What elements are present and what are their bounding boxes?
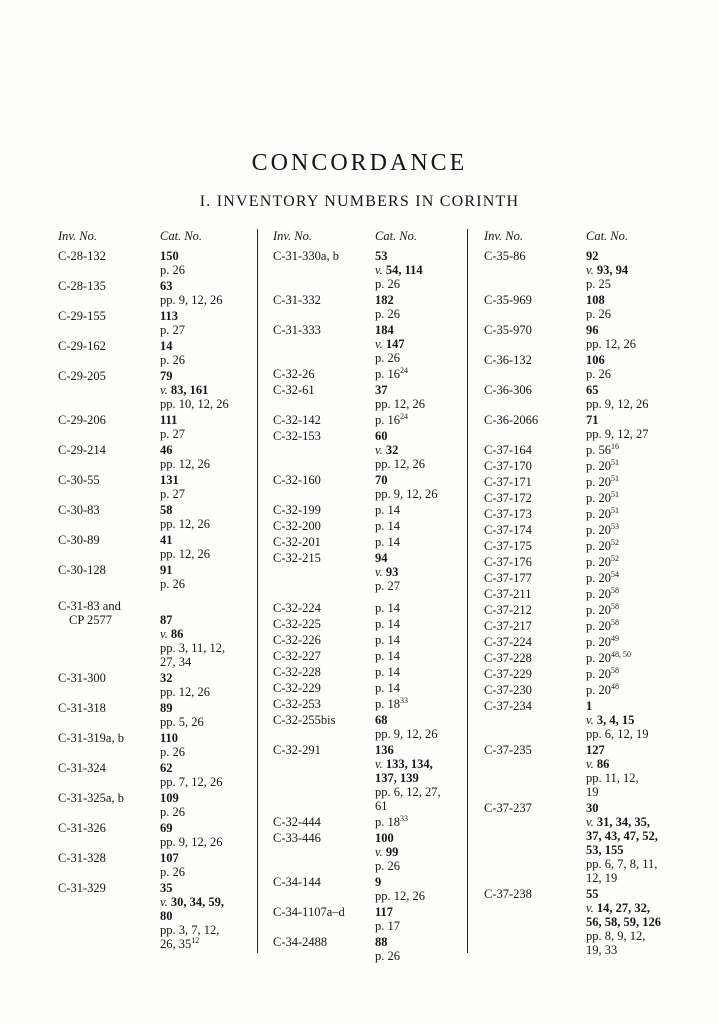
- catalog-refs: 111 p. 27: [160, 413, 185, 441]
- table-row: [58, 249, 257, 277]
- inventory-number: C-37-217: [484, 619, 532, 633]
- catalog-refs: 150 p. 26: [160, 249, 185, 277]
- inventory-number: C-29-162: [58, 339, 106, 353]
- inventory-number: C-32-160: [273, 473, 321, 487]
- catalog-refs: 55 v. 14, 27, 32, 56, 58, 59, 126 pp. 8, 9, 12, 19, 33: [586, 887, 661, 957]
- table-row: [58, 599, 257, 669]
- inv-no-header: Inv. No.: [58, 229, 97, 243]
- catalog-refs: p. $20^{58}$: [586, 665, 619, 681]
- inventory-number: C-30-89: [58, 533, 100, 547]
- table-row: [273, 535, 467, 549]
- catalog-refs: p. $18^{33}$: [375, 695, 408, 711]
- table-row: [273, 875, 467, 903]
- catalog-refs: 70 pp. 9, 12, 26: [375, 473, 438, 501]
- catalog-refs: 79 v. 83, 161 pp. 10, 12, 26: [160, 369, 229, 411]
- inventory-number: C-36-306: [484, 383, 532, 397]
- inventory-number: C-37-171: [484, 475, 532, 489]
- catalog-refs: 41 pp. 12, 26: [160, 533, 210, 561]
- cat-no-header: Cat. No.: [160, 229, 203, 243]
- table-row: [58, 821, 257, 849]
- catalog-refs: 107 p. 26: [160, 851, 185, 879]
- inventory-number: C-32-226: [273, 633, 321, 647]
- catalog-refs: 53 v. 54, 114 p. 26: [375, 249, 423, 291]
- catalog-refs: p. 14: [375, 503, 400, 517]
- inventory-number: C-34-1107a–d: [273, 905, 345, 919]
- catalog-refs: 110 p. 26: [160, 731, 185, 759]
- catalog-refs: 113 p. 27: [160, 309, 185, 337]
- table-row: [273, 293, 467, 321]
- table-row: [273, 935, 467, 963]
- catalog-refs: 30 v. 31, 34, 35, 37, 43, 47, 52, 53, 155 pp. 6, 7, 8, 11, 12, 19: [586, 801, 658, 885]
- inventory-number: C-37-164: [484, 443, 532, 457]
- table-row: [484, 587, 668, 601]
- catalog-refs: 182 p. 26: [375, 293, 400, 321]
- catalog-refs: 68 pp. 9, 12, 26: [375, 713, 438, 741]
- table-column-3: [468, 229, 668, 959]
- inventory-number: C-28-135: [58, 279, 106, 293]
- table-row: [273, 649, 467, 663]
- inventory-number: C-32-153: [273, 429, 321, 443]
- inventory-number: C-32-228: [273, 665, 321, 679]
- catalog-refs: 9 pp. 12, 26: [375, 875, 425, 903]
- column-header: [484, 229, 668, 243]
- concordance-table: [58, 229, 719, 965]
- catalog-refs: 89 pp. 5, 26: [160, 701, 204, 729]
- catalog-refs: p. $20^{51}$: [586, 457, 619, 473]
- inventory-number: C-31-328: [58, 851, 106, 865]
- table-row: [58, 761, 257, 789]
- table-row: [484, 293, 668, 321]
- catalog-refs: p. $20^{52}$: [586, 553, 619, 569]
- table-row: [484, 683, 668, 697]
- table-row: [484, 507, 668, 521]
- inventory-number: C-32-61: [273, 383, 315, 397]
- inventory-number: C-31-83 and CP 2577: [58, 599, 121, 627]
- table-row: [58, 309, 257, 337]
- catalog-refs: p. $20^{58}$: [586, 617, 619, 633]
- catalog-refs: 96 pp. 12, 26: [586, 323, 636, 351]
- inventory-number: C-37-173: [484, 507, 532, 521]
- catalog-refs: p. 14: [375, 535, 400, 549]
- inventory-number: C-32-225: [273, 617, 321, 631]
- catalog-refs: 63 pp. 9, 12, 26: [160, 279, 223, 307]
- inventory-number: C-32-200: [273, 519, 321, 533]
- catalog-refs: 91 p. 26: [160, 563, 185, 591]
- catalog-refs: p. 14: [375, 601, 400, 615]
- catalog-refs: p. 20$^{48, 50}$: [586, 649, 631, 665]
- table-row: [484, 571, 668, 585]
- catalog-refs: 46 pp. 12, 26: [160, 443, 210, 471]
- inventory-number: C-37-228: [484, 651, 532, 665]
- table-row: [58, 671, 257, 699]
- cat-no-header: Cat. No.: [586, 229, 629, 243]
- table-row: [484, 443, 668, 457]
- catalog-refs: 1 v. 3, 4, 15 pp. 6, 12, 19: [586, 699, 649, 741]
- table-row: [484, 249, 668, 291]
- table-row: [273, 249, 467, 291]
- table-row: [273, 665, 467, 679]
- inventory-number: C-31-300: [58, 671, 106, 685]
- table-column-1: [58, 229, 257, 953]
- catalog-refs: p. $20^{54}$: [586, 569, 619, 585]
- catalog-refs: 136 v. 133, 134, 137, 139 pp. 6, 12, 27, 61: [375, 743, 441, 813]
- table-row: [58, 851, 257, 879]
- inventory-number: C-32-201: [273, 535, 321, 549]
- inventory-number: C-30-128: [58, 563, 106, 577]
- table-row: [484, 887, 668, 957]
- catalog-refs: 32 pp. 12, 26: [160, 671, 210, 699]
- inventory-number: C-37-176: [484, 555, 532, 569]
- catalog-refs: 62 pp. 7, 12, 26: [160, 761, 223, 789]
- table-row: [273, 367, 467, 381]
- table-row: [273, 617, 467, 631]
- inventory-number: C-37-177: [484, 571, 532, 585]
- table-column-2: [258, 229, 467, 965]
- inventory-number: C-37-238: [484, 887, 532, 901]
- inventory-number: C-36-2066: [484, 413, 539, 427]
- table-row: [484, 603, 668, 617]
- catalog-refs: 108 p. 26: [586, 293, 611, 321]
- catalog-refs: p. $18^{33}$: [375, 813, 408, 829]
- table-row: [273, 743, 467, 813]
- catalog-refs: 60 v. 32 pp. 12, 26: [375, 429, 425, 471]
- table-row: [484, 635, 668, 649]
- catalog-refs: p. 14: [375, 519, 400, 533]
- catalog-refs: 127 v. 86 pp. 11, 12, 19: [586, 743, 639, 799]
- inventory-number: C-31-333: [273, 323, 321, 337]
- table-row: [58, 339, 257, 367]
- catalog-refs: 92 v. 93, 94 p. 25: [586, 249, 629, 291]
- table-row: [484, 475, 668, 489]
- inventory-number: C-32-255bis: [273, 713, 336, 727]
- inventory-number: C-35-86: [484, 249, 526, 263]
- inventory-number: C-34-2488: [273, 935, 328, 949]
- catalog-refs: p. $16^{24}$: [375, 365, 408, 381]
- inventory-number: C-32-291: [273, 743, 321, 757]
- column-body: [58, 249, 257, 951]
- catalog-refs: 14 p. 26: [160, 339, 185, 367]
- inventory-number: C-29-155: [58, 309, 106, 323]
- inventory-number: C-32-26: [273, 367, 315, 381]
- table-row: [484, 353, 668, 381]
- inventory-number: C-31-329: [58, 881, 106, 895]
- table-row: [58, 563, 257, 591]
- inventory-number: C-36-132: [484, 353, 532, 367]
- inventory-number: C-32-142: [273, 413, 321, 427]
- inventory-number: C-31-324: [58, 761, 106, 775]
- cat-no-header: Cat. No.: [375, 229, 418, 243]
- table-row: [484, 383, 668, 411]
- table-row: [273, 383, 467, 411]
- inventory-number: C-37-230: [484, 683, 532, 697]
- catalog-refs: p. $20^{58}$: [586, 585, 619, 601]
- table-row: [484, 555, 668, 569]
- table-row: [484, 459, 668, 473]
- catalog-refs: 35 v. 30, 34, 59, 80 pp. 3, 7, 12, 26, $35^{12}$: [160, 881, 224, 951]
- table-row: [273, 473, 467, 501]
- catalog-refs: 88 p. 26: [375, 935, 400, 963]
- catalog-refs: p. $20^{53}$: [586, 521, 619, 537]
- table-row: [484, 743, 668, 799]
- inventory-number: C-31-325a, b: [58, 791, 124, 805]
- inventory-number: C-32-227: [273, 649, 321, 663]
- table-row: [273, 831, 467, 873]
- table-row: [273, 413, 467, 427]
- catalog-refs: p. 14: [375, 681, 400, 695]
- column-body: [484, 249, 668, 957]
- table-row: [58, 279, 257, 307]
- table-row: [58, 533, 257, 561]
- catalog-refs: 65 pp. 9, 12, 26: [586, 383, 649, 411]
- catalog-refs: 109 p. 26: [160, 791, 185, 819]
- table-row: [273, 905, 467, 933]
- catalog-refs: 69 pp. 9, 12, 26: [160, 821, 223, 849]
- page-title: CONCORDANCE: [251, 150, 468, 176]
- catalog-refs: p. $16^{24}$: [375, 411, 408, 427]
- inventory-number: C-35-970: [484, 323, 532, 337]
- inventory-number: C-32-253: [273, 697, 321, 711]
- table-row: [58, 881, 257, 951]
- inventory-number: C-37-234: [484, 699, 532, 713]
- table-row: [484, 539, 668, 553]
- catalog-refs: 100 v. 99 p. 26: [375, 831, 400, 873]
- table-row: [484, 651, 668, 665]
- table-row: [273, 713, 467, 741]
- table-row: [58, 443, 257, 471]
- catalog-refs: p. $20^{51}$: [586, 489, 619, 505]
- catalog-refs: p. $20^{52}$: [586, 537, 619, 553]
- table-row: [484, 491, 668, 505]
- catalog-refs: p. 14: [375, 649, 400, 663]
- table-row: [58, 413, 257, 441]
- inventory-number: C-32-215: [273, 551, 321, 565]
- column-header: [58, 229, 257, 243]
- table-row: [58, 369, 257, 411]
- catalog-refs: p. $56^{16}$: [586, 441, 619, 457]
- column-header: [273, 229, 467, 243]
- inventory-number: C-37-170: [484, 459, 532, 473]
- table-row: [58, 791, 257, 819]
- table-row: [484, 699, 668, 741]
- catalog-refs: 71 pp. 9, 12, 27: [586, 413, 649, 441]
- table-row: [273, 551, 467, 593]
- catalog-refs: p. $20^{51}$: [586, 473, 619, 489]
- table-row: [58, 731, 257, 759]
- catalog-refs: 117 p. 17: [375, 905, 400, 933]
- inventory-number: C-32-199: [273, 503, 321, 517]
- column-body: [273, 249, 467, 963]
- table-row: [273, 323, 467, 365]
- catalog-refs: p. $20^{49}$: [586, 633, 619, 649]
- table-row: [484, 323, 668, 351]
- section-title: I. INVENTORY NUMBERS IN CORINTH: [199, 193, 520, 210]
- inventory-number: C-31-330a, b: [273, 249, 339, 263]
- table-row: [273, 697, 467, 711]
- inventory-number: C-28-132: [58, 249, 106, 263]
- inventory-number: C-35-969: [484, 293, 532, 307]
- table-row: [273, 503, 467, 517]
- inventory-number: C-31-326: [58, 821, 106, 835]
- catalog-refs: p. 14: [375, 633, 400, 647]
- inventory-number: C-32-224: [273, 601, 321, 615]
- catalog-refs: p. $20^{58}$: [586, 601, 619, 617]
- catalog-refs: 131 p. 27: [160, 473, 185, 501]
- table-row: [58, 503, 257, 531]
- catalog-refs: 87 v. 86 pp. 3, 11, 12, 27, 34: [160, 613, 226, 669]
- catalog-refs: 58 pp. 12, 26: [160, 503, 210, 531]
- table-row: [484, 801, 668, 885]
- table-row: [58, 701, 257, 729]
- table-row: [58, 473, 257, 501]
- inventory-number: C-37-212: [484, 603, 532, 617]
- table-row: [273, 601, 467, 615]
- inventory-number: C-37-211: [484, 587, 532, 601]
- catalog-refs: 106 p. 26: [586, 353, 611, 381]
- inventory-number: C-37-237: [484, 801, 532, 815]
- catalog-refs: 94 v. 93 p. 27: [375, 551, 400, 593]
- inventory-number: C-30-83: [58, 503, 100, 517]
- inventory-number: C-37-174: [484, 523, 532, 537]
- inventory-number: C-29-206: [58, 413, 106, 427]
- inventory-number: C-32-444: [273, 815, 321, 829]
- table-row: [273, 681, 467, 695]
- catalog-refs: p. $20^{48}$: [586, 681, 619, 697]
- table-row: [273, 633, 467, 647]
- catalog-refs: p. 14: [375, 665, 400, 679]
- inventory-number: C-31-332: [273, 293, 321, 307]
- inventory-number: C-37-235: [484, 743, 532, 757]
- catalog-refs: p. 14: [375, 617, 400, 631]
- table-row: [484, 619, 668, 633]
- table-row: [273, 519, 467, 533]
- inventory-number: C-31-318: [58, 701, 106, 715]
- table-row: [484, 523, 668, 537]
- inventory-number: C-31-319a, b: [58, 731, 124, 745]
- inventory-number: C-37-224: [484, 635, 532, 649]
- catalog-refs: 184 v. 147 p. 26: [375, 323, 405, 365]
- inventory-number: C-29-214: [58, 443, 106, 457]
- inventory-number: C-37-229: [484, 667, 532, 681]
- catalog-refs: p. $20^{51}$: [586, 505, 619, 521]
- table-row: [273, 429, 467, 471]
- inv-no-header: Inv. No.: [484, 229, 523, 243]
- catalog-refs: 37 pp. 12, 26: [375, 383, 425, 411]
- inventory-number: C-37-175: [484, 539, 532, 553]
- table-row: [273, 815, 467, 829]
- inventory-number: C-30-55: [58, 473, 100, 487]
- inventory-number: C-34-144: [273, 875, 321, 889]
- inventory-number: C-29-205: [58, 369, 106, 383]
- table-row: [484, 413, 668, 441]
- table-row: [484, 667, 668, 681]
- inv-no-header: Inv. No.: [273, 229, 312, 243]
- inventory-number: C-37-172: [484, 491, 532, 505]
- inventory-number: C-32-229: [273, 681, 321, 695]
- inventory-number: C-33-446: [273, 831, 321, 845]
